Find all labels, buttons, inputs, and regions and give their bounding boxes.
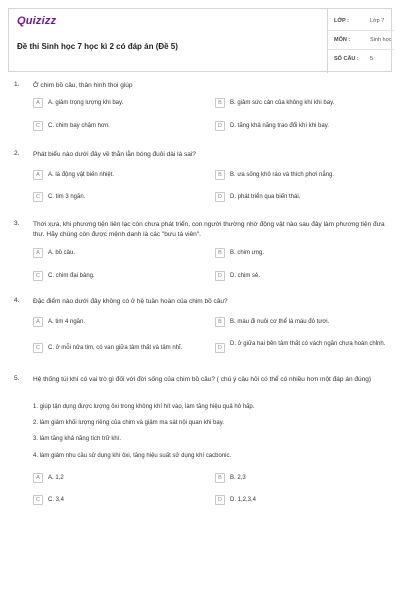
option-box: C — [33, 121, 43, 131]
option-box: A — [33, 248, 43, 258]
option-text: B. chim ưng. — [230, 250, 265, 256]
option-text: A. giảm trọng lượng khi bay. — [48, 100, 124, 106]
option-text: B. máu đi nuôi cơ thể là máu đỏ tươi. — [230, 319, 330, 325]
option-text: C. tim 3 ngăn. — [48, 194, 86, 200]
quizizz-logo: Quizizz — [17, 15, 57, 27]
option-text: A. tim 4 ngăn. — [48, 319, 86, 325]
option-box: B — [215, 248, 225, 258]
worksheet-header — [8, 8, 392, 72]
option-box: D — [215, 495, 225, 505]
option-text: C. ở mỗi nửa tim, có van giữa tâm thất và tâm nhĩ. — [48, 345, 183, 351]
question-text: Hệ thống túi khí có vai trò gì đối với đời sống của chim bồ câu? ( chú ý câu hỏi có thể có nhiều hơn một đáp án đúng) — [33, 376, 371, 383]
question-number: 4. — [14, 297, 20, 304]
option-box: C — [33, 271, 43, 281]
option-text: B. 2,3 — [230, 475, 246, 481]
subject-value: Sinh học — [370, 37, 392, 43]
option-box: A — [33, 473, 43, 483]
option-box: B — [215, 317, 225, 327]
option-text: C. 3,4 — [48, 497, 65, 503]
count-value: 5 — [370, 56, 374, 62]
question-text: Ở chim bồ câu, thân hình thoi giúp — [33, 82, 133, 89]
option-text: D. 1,2,3,4 — [230, 497, 257, 503]
option-box: B — [215, 98, 225, 108]
question-number: 5. — [14, 375, 20, 382]
option-text: C. chim đại bàng. — [48, 273, 95, 279]
statement-2: 2. làm giảm khối lượng riêng của chim và giảm ma sát nội quan khi bay. — [33, 420, 224, 426]
question-number: 3. — [14, 220, 20, 227]
option-box: D — [215, 343, 225, 353]
option-text: D. tăng khả năng trao đổi khí khi bay. — [230, 123, 329, 129]
meta-divider — [328, 49, 394, 50]
option-text: D. chim sẻ. — [230, 273, 261, 279]
option-box: C — [33, 495, 43, 505]
meta-divider — [328, 30, 394, 31]
option-box: D — [215, 271, 225, 281]
question-number: 2. — [14, 150, 20, 157]
option-box: C — [33, 343, 43, 353]
option-box: A — [33, 170, 43, 180]
option-text: D. ở giữa hai bên tâm thất có vách ngăn chưa hoàn chỉnh. — [230, 341, 386, 347]
class-label: LỚP : — [334, 18, 349, 24]
option-text: A. bồ câu. — [48, 250, 76, 256]
question-text: Thời xưa, khi phương tiện liên lạc còn chưa phát triển, con người thường nhờ động vật nào sau đây làm phương tiện đưa thư. Hãy chúng còn được mệnh danh là các "bưu tá viên". — [33, 221, 385, 238]
option-box: B — [215, 473, 225, 483]
option-box: C — [33, 192, 43, 202]
option-box: B — [215, 170, 225, 180]
statement-1: 1. giúp tận dụng được lượng ôxi trong không khí hít vào, làm tăng hiệu quả hô hấp. — [33, 404, 255, 410]
question-text: Đặc điểm nào dưới đây không có ở hệ tuần hoàn của chim bồ câu? — [33, 298, 228, 305]
class-value: Lớp 7 — [370, 18, 385, 24]
option-text: A. là động vật biến nhiệt. — [48, 172, 115, 178]
option-text: D. phát triển qua biến thái. — [230, 194, 301, 200]
option-text: B. ưa sống khô ráo và thích phơi nắng. — [230, 172, 335, 178]
option-box: A — [33, 98, 43, 108]
option-box: D — [215, 121, 225, 131]
option-text: C. chim bay chậm hơn. — [48, 123, 110, 129]
option-box: A — [33, 317, 43, 327]
option-box: D — [215, 192, 225, 202]
count-label: SỐ CÂU : — [334, 56, 359, 62]
statement-3: 3. làm tăng khả năng tích trữ khí. — [33, 436, 122, 442]
statement-4: 4. làm giảm nhu cầu sử dụng khí ôxi, tăng hiệu suất sử dụng khí cacbonic. — [33, 453, 232, 459]
subject-label: MÔN : — [334, 37, 351, 43]
question-number: 1. — [14, 81, 20, 88]
question-text: Phát biểu nào dưới đây về thằn lằn bóng đuôi dài là sai? — [33, 151, 196, 158]
worksheet-title: Đề thi Sinh học 7 học kì 2 có đáp án (Đề 5) — [17, 42, 178, 51]
option-text: B. giảm sức cản của không khí khi bay. — [230, 100, 335, 106]
option-text: A. 1,2 — [48, 475, 64, 481]
worksheet-meta — [327, 9, 393, 73]
